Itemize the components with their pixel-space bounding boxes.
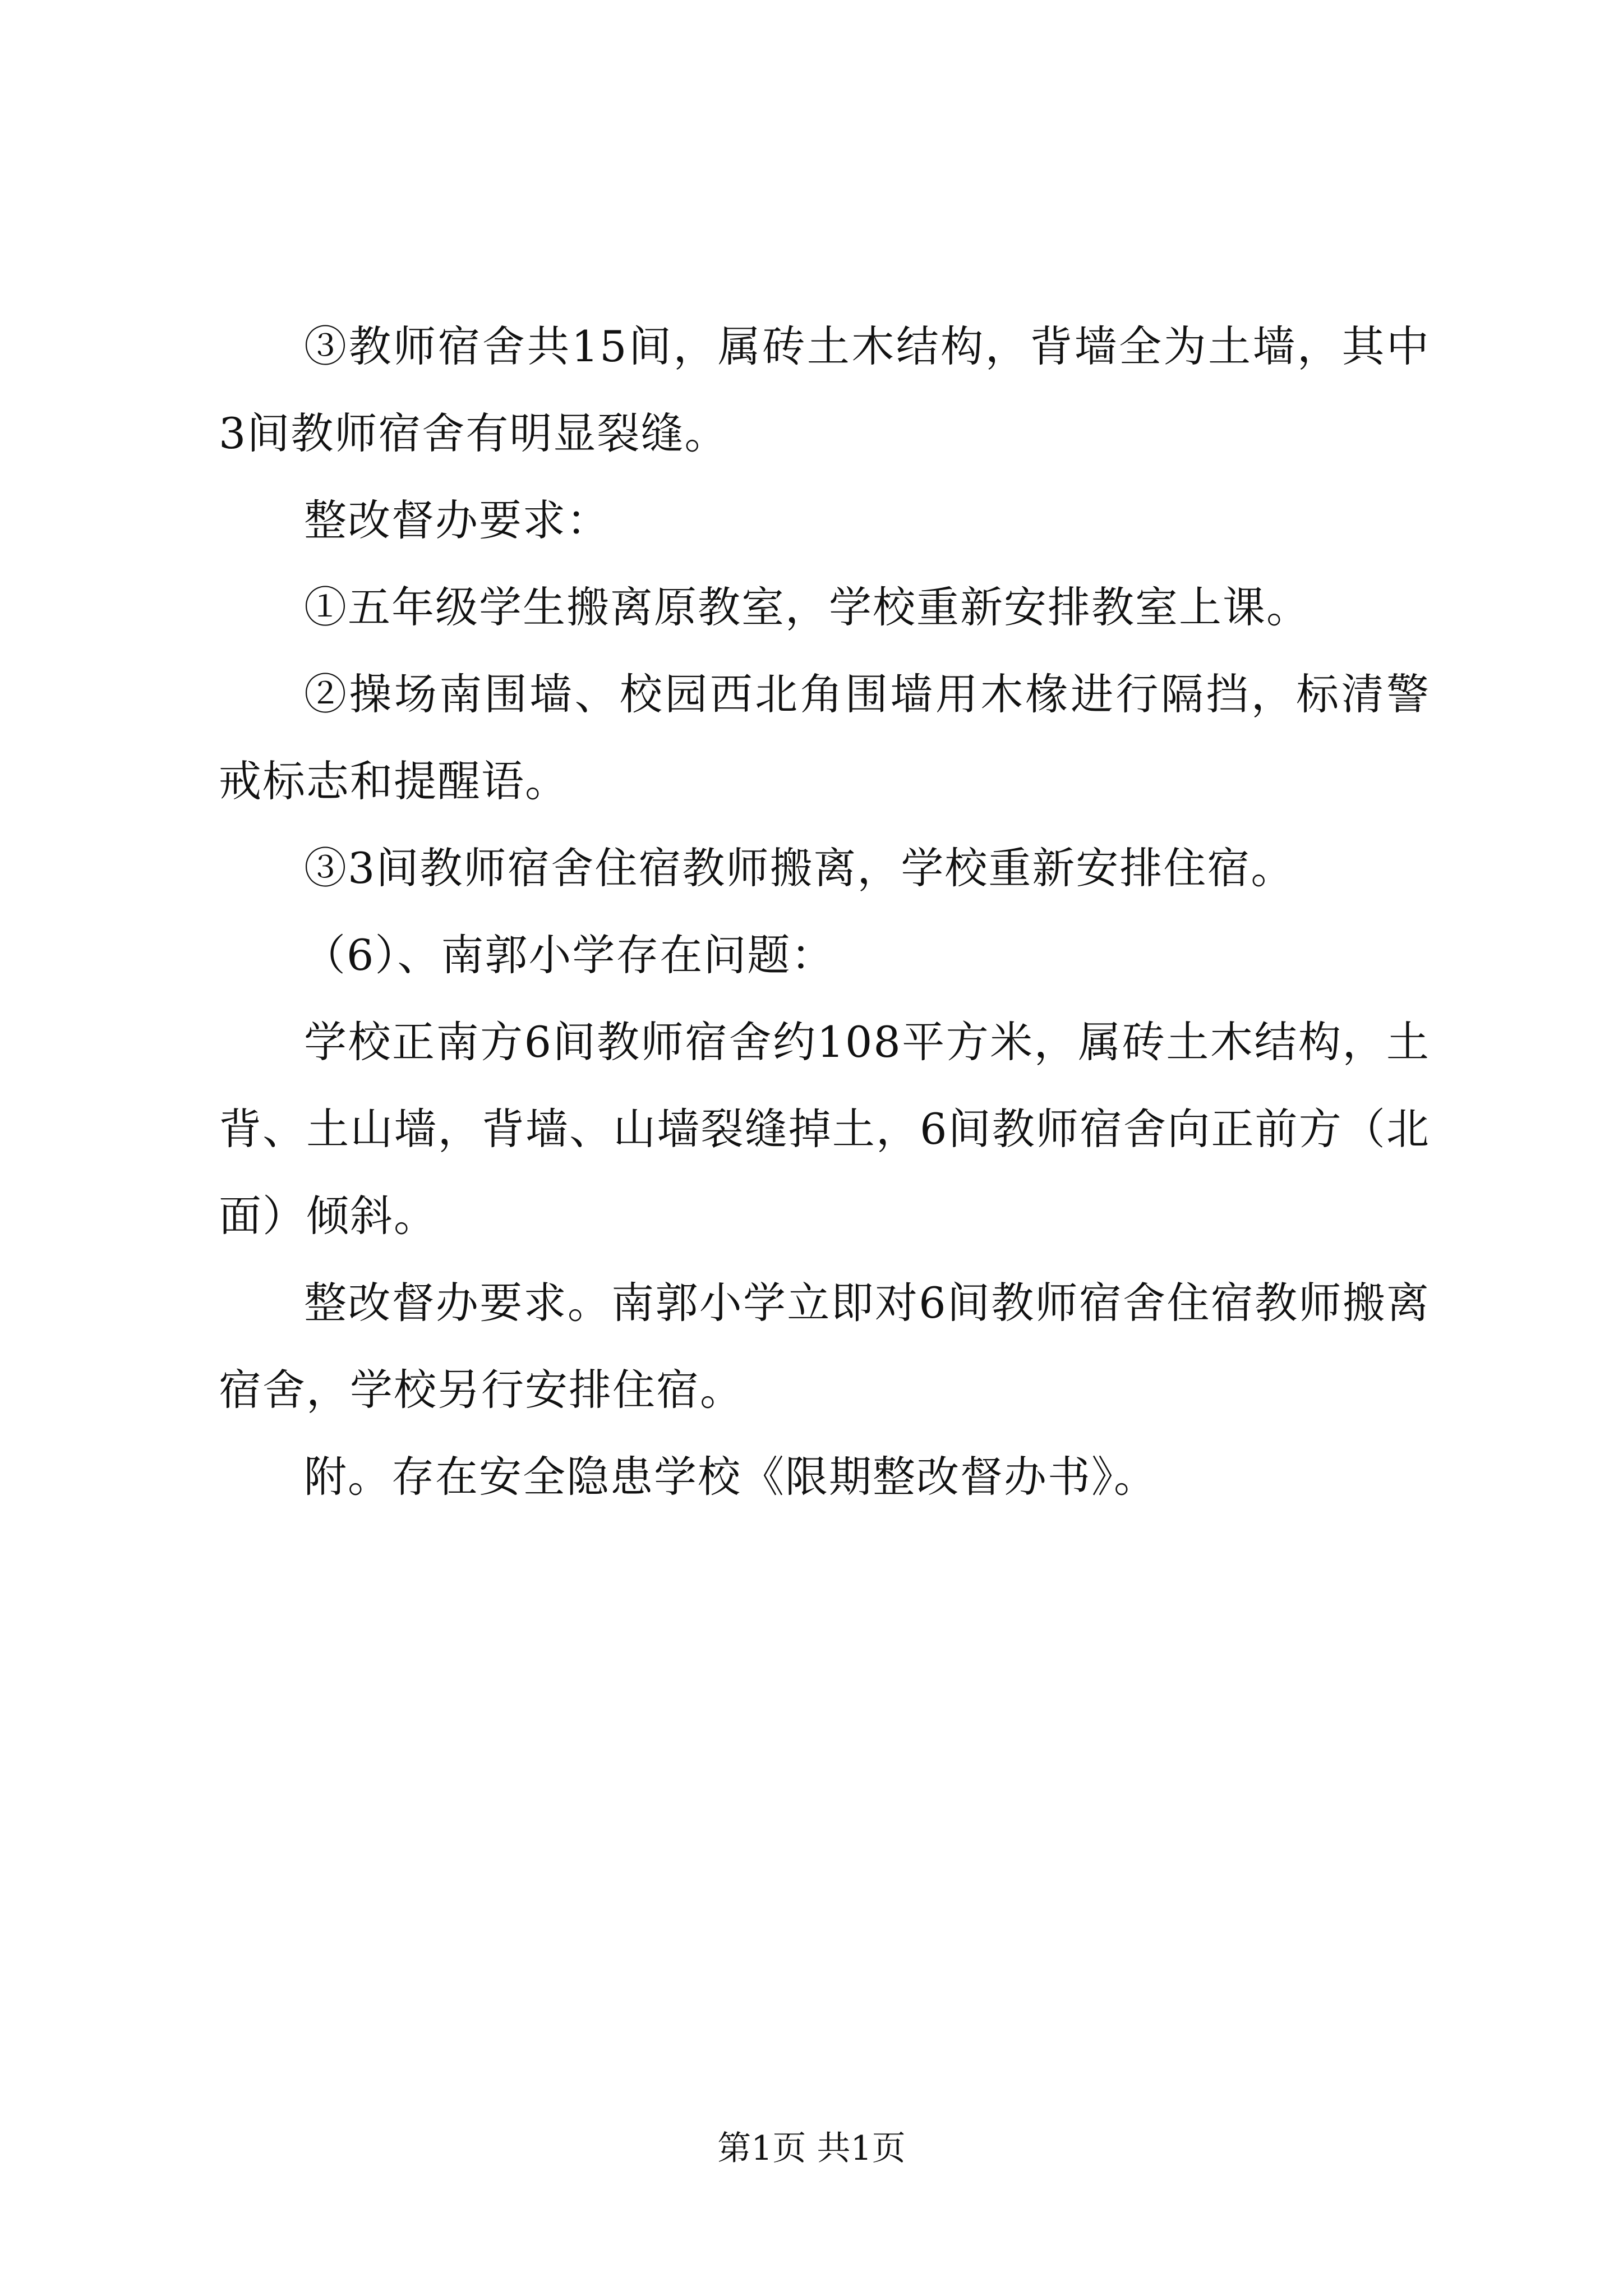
paragraph-nanguo-requirement: 整改督办要求。南郭小学立即对6间教师宿舍住宿教师搬离宿舍，学校另行安排住宿。 [219, 1278, 1430, 1415]
paragraph-rectification-heading: 整改督办要求： [304, 495, 610, 545]
document-body [219, 303, 1430, 1520]
page-number-label: 第1页 共1页 [717, 2129, 906, 2168]
paragraph-requirement-1: ①五年级学生搬离原教室，学校重新安排教室上课。 [304, 582, 1310, 632]
paragraph-section-6-heading: （6）、南郭小学存在问题： [303, 930, 835, 980]
page-footer [0, 2126, 1623, 2171]
paragraph-teacher-dorm-issue: ③教师宿舍共15间，属砖土木结构，背墙全为土墙，其中3间教师宿舍有明显裂缝。 [219, 321, 1430, 458]
paragraph-requirement-2: ②操场南围墙、校园西北角围墙用木椽进行隔挡，标清警戒标志和提醒语。 [219, 669, 1430, 806]
paragraph-attachment: 附。存在安全隐患学校《限期整改督办书》。 [304, 1452, 1158, 1502]
paragraph-nanguo-issue: 学校正南方6间教师宿舍约108平方米，属砖土木结构，土背、土山墙，背墙、山墙裂缝掉土，6间教师宿舍向正前方（北面）倾斜。 [219, 1017, 1430, 1241]
paragraph-requirement-3: ③3间教师宿舍住宿教师搬离，学校重新安排住宿。 [304, 843, 1295, 893]
